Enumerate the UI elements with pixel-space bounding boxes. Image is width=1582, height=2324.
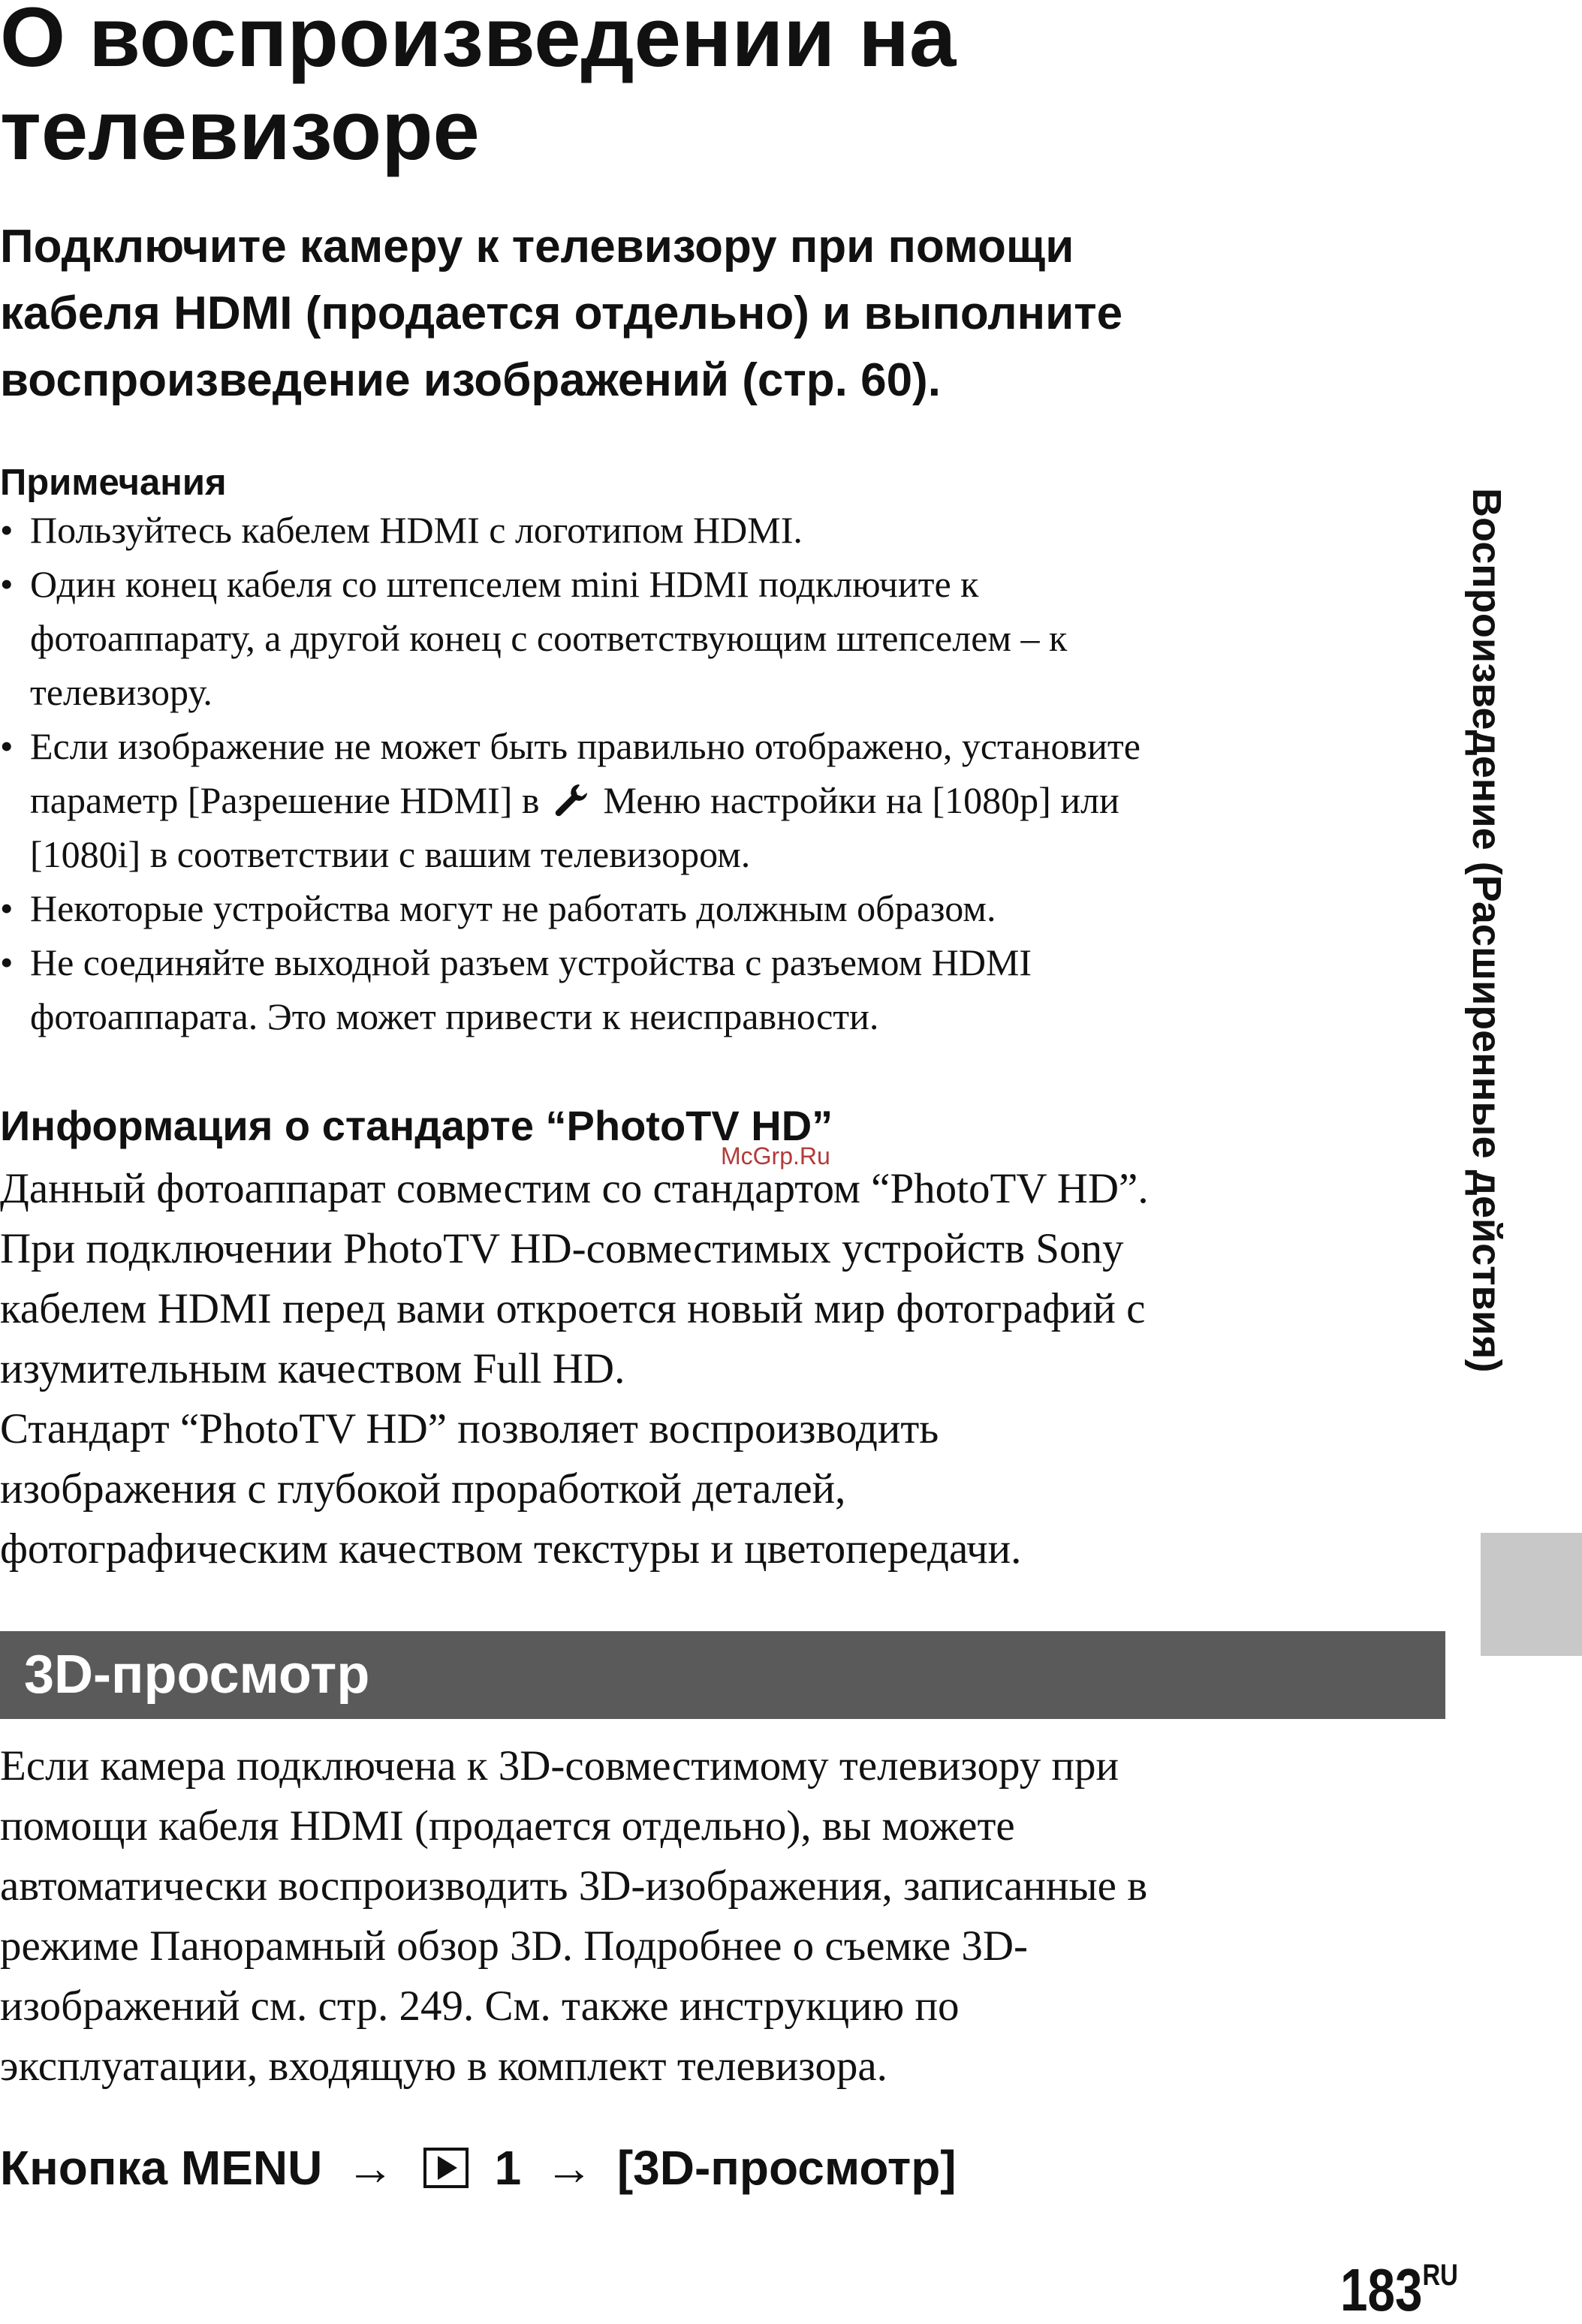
page-number-value: 183: [1340, 2256, 1423, 2323]
phototv-heading: Информация о стандарте “PhotoTV HD”: [0, 1102, 833, 1149]
note-item: [0, 503, 1412, 557]
body-line: Стандарт “PhotoTV HD” позволяет воспроизводить: [0, 1405, 939, 1452]
body-line: кабелем HDMI перед вами откроется новый мир фотографий с: [0, 1285, 1146, 1332]
menu-tab-number: 1: [494, 2141, 522, 2195]
note-line-with-icon: [30, 773, 1412, 827]
side-section-label: Воспроизведение (Расширенные действия): [1464, 488, 1509, 1373]
body-line: изображения с глубокой проработкой деталей,: [0, 1465, 846, 1513]
page-title-line: О воспроизведении на: [0, 0, 957, 84]
note-text: Меню настройки на [1080p] или: [603, 779, 1119, 821]
bullet: •: [0, 509, 14, 551]
bullet: •: [0, 725, 14, 767]
page-title: [0, 0, 1427, 177]
note-line: Некоторые устройства могут не работать должным образом.: [30, 887, 996, 929]
lead-paragraph: [0, 213, 1427, 414]
note-line: Пользуйтесь кабелем HDMI с логотипом HDMI.: [30, 509, 803, 551]
side-tab-marker: [1481, 1533, 1582, 1656]
lead-line: кабеля HDMI (продается отдельно) и выполните: [0, 287, 1123, 339]
body-line: помощи кабеля HDMI (продается отдельно), вы можете: [0, 1802, 1015, 1850]
bullet: •: [0, 941, 14, 983]
page-title-line: телевизоре: [0, 83, 480, 177]
menu-path: [0, 2138, 957, 2198]
section-header-bar: [0, 1631, 1445, 1719]
note-item: [0, 557, 1412, 719]
note-item: [0, 935, 1412, 1043]
menu-item-label: [3D-просмотр]: [616, 2141, 957, 2195]
note-line: фотоаппарата. Это может привести к неисправности.: [30, 995, 879, 1037]
body-line: эксплуатации, входящую в комплект телевизора.: [0, 2043, 887, 2090]
lead-line: Подключите камеру к телевизору при помощи: [0, 221, 1074, 272]
note-item: [0, 719, 1412, 881]
body-line: При подключении PhotoTV HD-совместимых устройств Sony: [0, 1225, 1124, 1272]
note-text: параметр [Разрешение HDMI] в: [30, 779, 540, 821]
watermark-text: McGrp.Ru: [721, 1142, 830, 1170]
menu-button-label: Кнопка MENU: [0, 2141, 323, 2195]
note-line: телевизору.: [30, 671, 212, 713]
wrench-icon: [552, 781, 591, 817]
section-title: 3D-просмотр: [24, 1645, 370, 1705]
body-line: изумительным качеством Full HD.: [0, 1345, 625, 1392]
body-line: режиме Панорамный обзор 3D. Подробнее о съемке 3D-: [0, 1922, 1029, 1970]
arrow-icon: →: [346, 2141, 395, 2195]
lead-line: воспроизведение изображений (стр. 60).: [0, 354, 941, 406]
body-line: Если камера подключена к 3D-совместимому телевизору при: [0, 1742, 1119, 1790]
page-language-suffix: RU: [1422, 2259, 1458, 2292]
arrow-icon: →: [545, 2141, 594, 2195]
body-line: фотографическим качеством текстуры и цветопередачи.: [0, 1525, 1022, 1573]
three-d-body: [0, 1736, 1442, 2097]
phototv-body: [0, 1159, 1427, 1579]
note-item: [0, 881, 1412, 935]
body-line: Данный фотоаппарат совместим со стандартом “PhotoTV HD”.: [0, 1165, 1149, 1212]
body-line: автоматически воспроизводить 3D-изображения, записанные в: [0, 1862, 1148, 1910]
page-number: [1340, 2241, 1458, 2324]
note-line: Если изображение не может быть правильно отображено, установите: [30, 725, 1141, 767]
notes-list: [0, 503, 1412, 1043]
note-line: фотоаппарату, а другой конец с соответствующим штепселем – к: [30, 617, 1068, 659]
playback-icon: [423, 2147, 469, 2189]
bullet: •: [0, 563, 14, 605]
bullet: •: [0, 887, 14, 929]
note-line: [1080i] в соответствии с вашим телевизором.: [30, 833, 751, 875]
body-line: изображений см. стр. 249. См. также инструкцию по: [0, 1982, 960, 2030]
notes-heading: Примечания: [0, 462, 227, 503]
note-line: Один конец кабеля со штепселем mini HDMI подключите к: [30, 563, 979, 605]
note-line: Не соединяйте выходной разъем устройства с разъемом HDMI: [30, 941, 1032, 983]
